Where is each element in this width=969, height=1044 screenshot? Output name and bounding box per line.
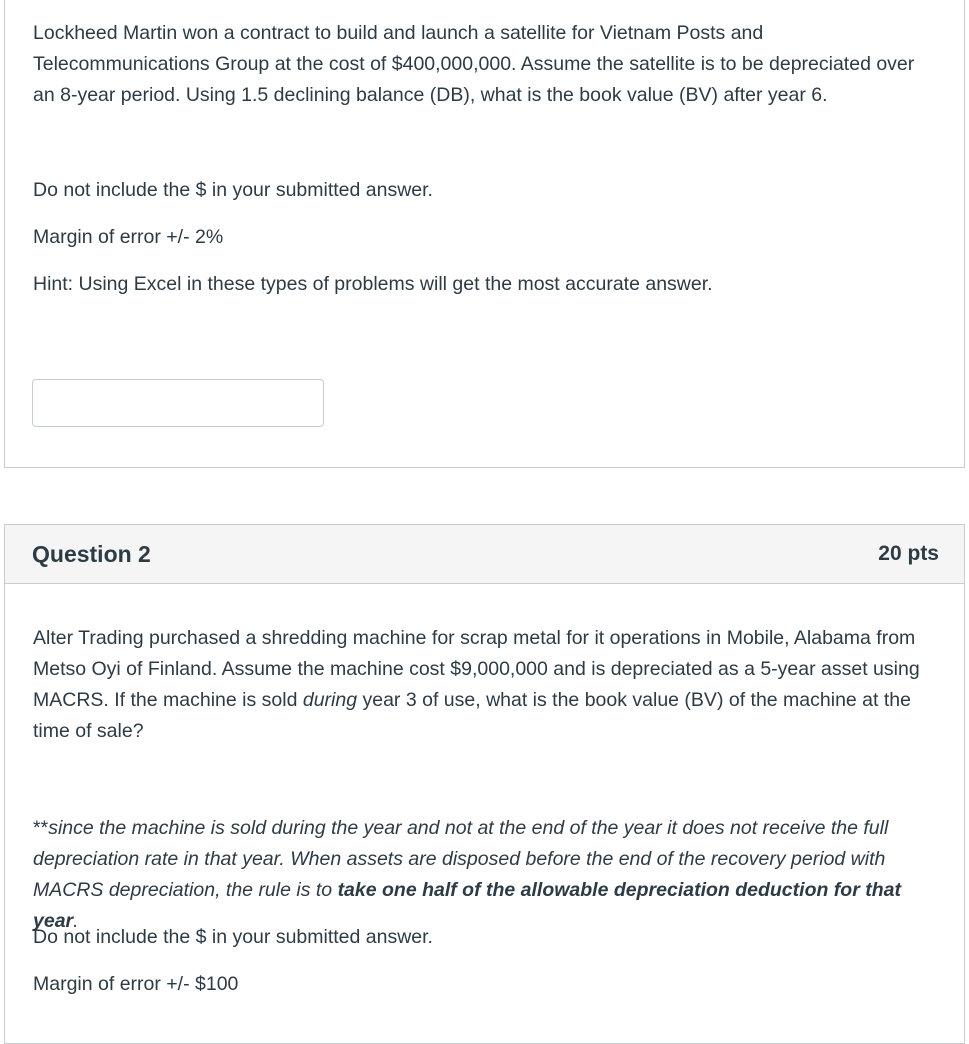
question-2-prompt-part2: year 3 of use, what is the book value (BV) of the machine at the time of sale? — [33, 689, 911, 742]
question-2-note-end: . — [73, 910, 79, 932]
question-1-hint: Hint: Using Excel in these types of problems will get the most accurate answer. — [33, 273, 713, 295]
question-1-margin: Margin of error +/- 2% — [33, 226, 224, 248]
question-2-margin: Margin of error +/- $100 — [33, 973, 239, 995]
question-1-answer-input[interactable] — [32, 379, 324, 427]
question-2-header — [5, 525, 964, 584]
question-2-note-prefix: ** — [33, 817, 49, 839]
question-2-title: Question 2 — [32, 541, 151, 567]
question-1-instruction: Do not include the $ in your submitted answer. — [33, 179, 433, 201]
question-1-prompt: Lockheed Martin won a contract to build and launch a satellite for Vietnam Posts and Telecommunications Group at the cost of $400,000,000. Assume the satellite is to be depreciated over an 8-year period. Using 1.5 declining balance (DB), what is the book value (BV) after year 6. — [33, 22, 915, 106]
question-2-note-italic: since the machine is sold during the year and not at the end of the year it does not receive the full depreciation rate in that year. When assets are disposed before the end of the recovery period with MACRS depreciation, the rule is to — [33, 817, 889, 901]
question-1-card — [4, 0, 965, 468]
question-2-prompt-emphasis: during — [302, 689, 358, 711]
question-2-card — [4, 524, 965, 1044]
question-2-note-bold: take one half of the allowable depreciation deduction for that year — [33, 879, 901, 932]
question-2-note — [33, 813, 928, 937]
question-2-points: 20 pts — [878, 542, 939, 565]
question-2-instruction: Do not include the $ in your submitted answer. — [33, 926, 433, 948]
question-2-prompt-part1: Alter Trading purchased a shredding machine for scrap metal for it operations in Mobile, Alabama from Metso Oyi of Finland. Assume the machine cost $9,000,000 and is depreciated as a 5-year asset using MACRS. If the machine is sold — [33, 627, 920, 711]
question-2-prompt — [33, 623, 933, 747]
